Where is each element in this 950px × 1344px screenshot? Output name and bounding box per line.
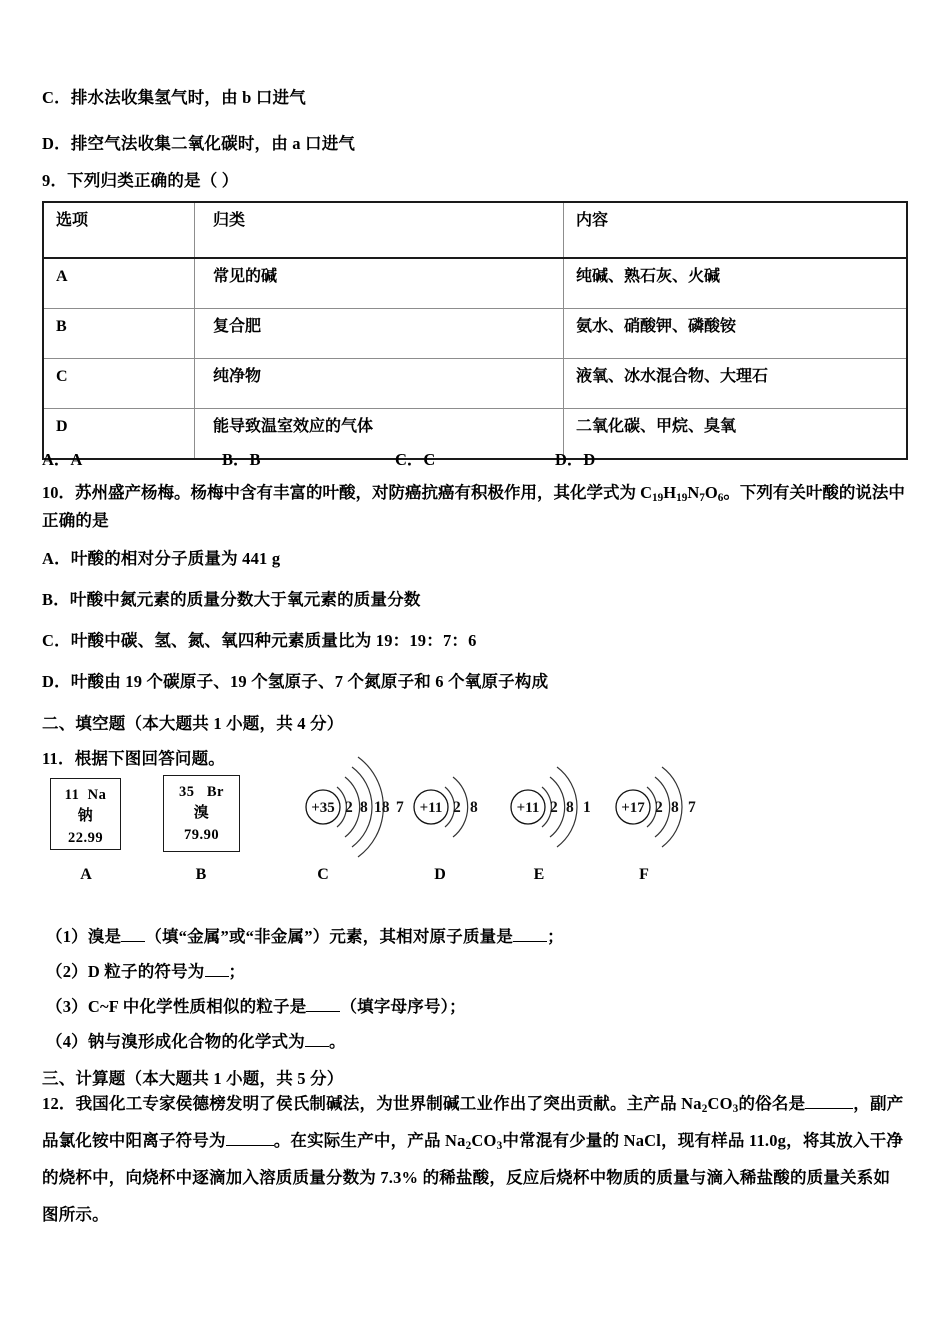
q11-sub2-text-b: ；	[228, 962, 246, 981]
table-row	[43, 258, 907, 309]
q9-choice-b[interactable]: B．B	[222, 450, 261, 469]
atom-d-svg	[408, 745, 518, 865]
q10-formula-n-sub: 7	[699, 492, 705, 505]
element-card-b-top	[164, 782, 239, 803]
atom-diagram-f	[610, 745, 725, 865]
q10-stem-line2: 正确的是	[42, 511, 109, 530]
atom-c-nucleus-charge: +35	[311, 800, 335, 816]
element-a-symbol: Na	[87, 787, 107, 803]
q12-l2-part2: 。在实际生产中，产品 Na	[273, 1131, 466, 1150]
q11-sub3	[46, 997, 466, 1017]
q12-l2-part1: 品氯化铵中阳离子符号为	[42, 1131, 226, 1150]
atom-diagram-d	[408, 745, 518, 865]
row-content: 液氧、冰水混合物、大理石	[564, 359, 908, 409]
row-option: A	[43, 258, 195, 309]
q10-option-d[interactable]: D．叶酸由 19 个碳原子、19 个氢原子、7 个氮原子和 6 个氧原子构成	[42, 672, 549, 691]
row-content: 纯碱、熟石灰、火碱	[564, 258, 908, 309]
figure-label-a: A	[80, 866, 92, 883]
q11-sub3-text-a: （3）C~F 中化学性质相似的粒子是	[46, 997, 307, 1016]
figure-label-e: E	[533, 866, 545, 883]
atom-c-shell-count-2: 8	[360, 799, 368, 816]
q12-l1-part3: ，副产	[853, 1094, 904, 1113]
q9-classification-table	[42, 201, 908, 460]
q9-choice-c[interactable]: C．C	[395, 450, 436, 469]
q11-sub2	[46, 962, 245, 982]
q12-l2-na-sub: 2	[465, 1140, 472, 1153]
q10-formula-c-sub: 19	[652, 492, 664, 505]
table-header-row	[43, 202, 907, 258]
figure-label-f: F	[639, 866, 649, 883]
q12-l2-co-sub: 3	[496, 1140, 503, 1153]
q12-l1-co-sub: 3	[732, 1103, 739, 1116]
atom-c-svg	[300, 745, 420, 865]
row-category: 复合肥	[195, 309, 564, 359]
q10-option-a[interactable]: A．叶酸的相对分子质量为 441 g	[42, 549, 281, 568]
table-row	[43, 359, 907, 409]
atom-f-svg	[610, 745, 725, 865]
atom-f-shell-count-3: 7	[688, 799, 696, 816]
atom-e-shell-count-2: 8	[566, 799, 574, 816]
element-b-atomic-mass: 79.90	[183, 826, 220, 843]
q12-blank-2[interactable]	[226, 1145, 274, 1146]
section2-heading: 二、填空题（本大题共 1 小题，共 4 分）	[42, 714, 344, 733]
table-header-option: 选项	[43, 202, 195, 258]
atom-c-shell-count-1: 2	[345, 799, 353, 816]
element-card-bromine	[163, 775, 240, 852]
table-row	[43, 409, 907, 460]
element-b-chinese-name: 溴	[193, 805, 210, 822]
table-header-category: 归类	[195, 202, 564, 258]
row-category: 能导致温室效应的气体	[195, 409, 564, 460]
q9-stem: 9．下列归类正确的是（ ）	[42, 171, 239, 190]
table-row	[43, 309, 907, 359]
atom-e-nucleus-charge: +11	[516, 800, 540, 816]
q12-line1	[42, 1094, 903, 1117]
q12-line4: 图所示。	[42, 1205, 109, 1224]
q11-sub4-blank[interactable]	[305, 1046, 329, 1047]
q11-sub4	[46, 1032, 346, 1052]
q10-formula-o: O	[704, 483, 718, 502]
q11-sub1-blank-2[interactable]	[513, 941, 547, 942]
atom-c-shell-count-3: 18	[374, 799, 390, 816]
atom-e-svg	[505, 745, 620, 865]
row-option: B	[43, 309, 195, 359]
row-option: D	[43, 409, 195, 460]
q12-l1-co: CO	[707, 1094, 733, 1113]
q10-option-b[interactable]: B．叶酸中氮元素的质量分数大于氧元素的质量分数	[42, 590, 421, 609]
atom-f-shell-count-2: 8	[671, 799, 679, 816]
q10-formula-n: N	[687, 483, 700, 502]
figure-label-c: C	[317, 866, 329, 883]
q10-formula-h: H	[663, 483, 677, 502]
figure-label-d: D	[434, 866, 446, 883]
element-card-sodium	[50, 778, 121, 850]
element-a-atomic-mass: 22.99	[67, 829, 104, 846]
atom-f-nucleus-charge: +17	[621, 800, 645, 816]
atom-f-shell-count-1: 2	[655, 799, 663, 816]
atom-d-shell-count-2: 8	[470, 799, 478, 816]
q11-sub1-text-b: （填“金属”或“非金属”）元素，其相对原子质量是	[145, 927, 514, 946]
q12-l2-part3: 中常混有少量的 NaCl，现有样品 11.0g，将其放入干净	[502, 1131, 904, 1150]
q10-stem-part2: 。下列有关叶酸的说法中	[723, 483, 905, 502]
q9-choice-d[interactable]: D．D	[555, 450, 596, 469]
atom-c-shell-count-4: 7	[396, 799, 404, 816]
element-a-atomic-number: 11	[64, 787, 80, 803]
q10-stem-part1: 10．苏州盛产杨梅。杨梅中含有丰富的叶酸，对防癌抗癌有积极作用，其化学式为 C	[42, 483, 653, 502]
row-category: 常见的碱	[195, 258, 564, 309]
q10-formula-h-sub: 19	[676, 492, 688, 505]
q12-line2	[42, 1131, 903, 1154]
element-a-chinese-name: 钠	[77, 808, 94, 825]
table-header-content: 内容	[564, 202, 908, 258]
atom-d-shell-count-1: 2	[453, 799, 461, 816]
q11-sub4-text-a: （4）钠与溴形成化合物的化学式为	[46, 1032, 305, 1051]
q12-l1-part2: 的俗名是	[738, 1094, 806, 1113]
q10-option-c[interactable]: C．叶酸中碳、氢、氮、氧四种元素质量比为 19：19：7：6	[42, 631, 477, 650]
row-content: 二氧化碳、甲烷、臭氧	[564, 409, 908, 460]
q11-sub3-blank[interactable]	[306, 1011, 340, 1012]
q8-option-d: D．排空气法收集二氧化碳时，由 a 口进气	[42, 134, 356, 153]
q10-formula-o-sub: 6	[717, 492, 724, 505]
figure-label-b: B	[195, 866, 207, 883]
q12-blank-1[interactable]	[805, 1108, 853, 1109]
q11-sub3-text-b: （填字母序号）；	[340, 997, 466, 1016]
q11-stem: 11．根据下图回答问题。	[42, 749, 225, 768]
section3-heading: 三、计算题（本大题共 1 小题，共 5 分）	[42, 1069, 344, 1088]
row-content: 氨水、硝酸钾、磷酸铵	[564, 309, 908, 359]
q9-choice-a[interactable]: A．A	[42, 450, 83, 469]
q11-sub1-text-c: ；	[547, 927, 564, 946]
atom-e-shell-count-1: 2	[550, 799, 558, 816]
atom-diagram-c	[300, 745, 420, 865]
atom-d-nucleus-charge: +11	[419, 800, 443, 816]
atom-e-shell-count-3: 1	[583, 799, 591, 816]
q11-sub2-text-a: （2）D 粒子的符号为	[46, 962, 205, 981]
row-category: 纯净物	[195, 359, 564, 409]
q11-sub2-blank[interactable]	[205, 976, 229, 977]
atom-diagram-e	[505, 745, 620, 865]
q12-l2-co: CO	[471, 1131, 497, 1150]
q11-sub1-blank-1[interactable]	[121, 941, 145, 942]
q8-option-c: C．排水法收集氢气时，由 b 口进气	[42, 88, 306, 107]
q10-stem	[42, 477, 910, 514]
q11-sub1-text-a: （1）溴是	[46, 927, 122, 946]
q11-sub1	[46, 927, 564, 947]
q12-line3: 的烧杯中，向烧杯中逐滴加入溶质质量分数为 7.3% 的稀盐酸，反应后烧杯中物质的质量与滴入稀盐酸的质量关系如	[42, 1168, 891, 1187]
q12-l1-part1: 12．我国化工专家侯德榜发明了侯氏制碱法，为世界制碱工业作出了突出贡献。主产品 Na	[42, 1094, 702, 1113]
element-b-atomic-number: 35	[179, 784, 195, 800]
element-card-a-top	[51, 785, 120, 806]
row-option: C	[43, 359, 195, 409]
element-b-symbol: Br	[206, 784, 224, 800]
q11-sub4-text-b: 。	[328, 1032, 346, 1051]
q12-l1-na-sub: 2	[701, 1103, 708, 1116]
